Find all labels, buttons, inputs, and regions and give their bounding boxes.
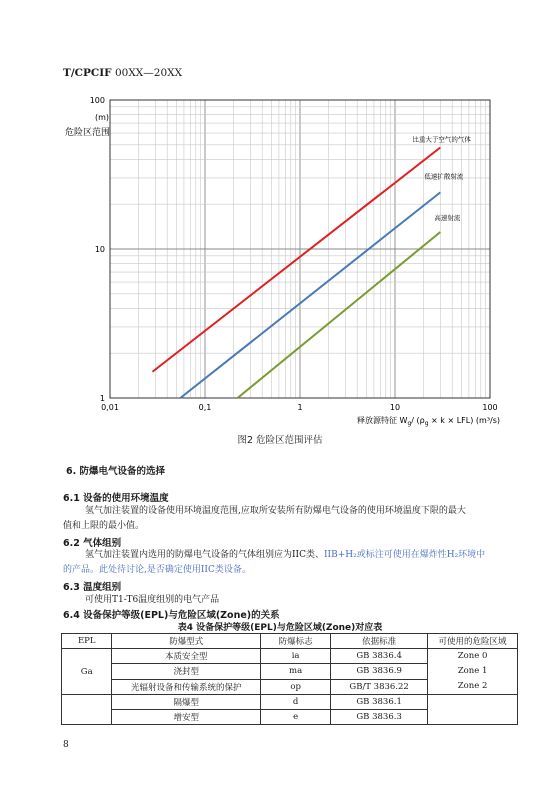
cell-standard: GB/T 3836.22	[331, 679, 428, 694]
cell-marking: ia	[261, 649, 331, 664]
y-tick-label: 100	[89, 96, 105, 105]
header-marking: 防爆标志	[261, 634, 331, 649]
document-code-prefix: T/CPCIF	[63, 67, 112, 79]
cell-standard: GB 3836.4	[331, 649, 428, 664]
section-6-3-title: 6.3 温度组别	[63, 582, 122, 593]
series-label: 低速扩散射流	[424, 172, 464, 181]
cell-type: 光辐射设备和传输系统的保护	[112, 679, 261, 694]
cell-marking: d	[261, 695, 331, 710]
cell-type: 增安型	[112, 710, 261, 725]
series-line	[238, 232, 441, 398]
y-tick-label: 10	[94, 245, 105, 254]
x-tick-label: 0,01	[101, 403, 119, 412]
section-6-2-text-line1: 氢气加注装置内选用的防爆电气设备的气体组别应为IIC类、IIB+H₂或标注可使用在爆炸性H₂环境中	[85, 550, 486, 560]
page-number: 8	[63, 740, 69, 750]
x-axis-label: 释放源特征 $W_g/$ $(\rho_g \times k \times LFL)$ (m³/s)	[357, 416, 501, 427]
cell-marking: e	[261, 710, 331, 725]
zone-2: Zone 2	[457, 681, 488, 691]
zone-cell	[428, 649, 518, 695]
section-6-1-text-line1: 氢气加注装置的设备使用环境温度范围,应取所安装所有防爆电气设备的使用环境温度下限的最大	[85, 506, 466, 516]
section-6-3-text: 可使用T1-T6温度组别的电气产品	[85, 595, 220, 605]
y-axis-label: 危险区范围	[65, 128, 111, 138]
series-line	[180, 192, 440, 398]
series-label: 高速射流	[434, 214, 461, 223]
header-protection-type: 防爆型式	[112, 634, 261, 649]
cell-standard: GB 3836.1	[331, 695, 428, 710]
table-header-row	[62, 634, 518, 649]
cell-marking: ma	[261, 664, 331, 679]
table-caption: 表4 设备保护等级(EPL)与危险区域(Zone)对应表	[177, 623, 383, 633]
zone-empty	[428, 695, 518, 725]
epl-empty	[62, 695, 112, 725]
header-zone: 可使用的危险区域	[428, 634, 518, 649]
section-6-1-text-line2: 值和上限的最小值。	[63, 521, 145, 531]
section-6-4-title: 6.4 设备保护等级(EPL)与危险区域(Zone)的关系	[63, 610, 280, 621]
figure-caption: 图2 危险区范围评估	[237, 435, 323, 446]
epl-value: Ga	[62, 649, 112, 695]
cell-standard: GB 3836.3	[331, 710, 428, 725]
document-code	[63, 67, 182, 79]
table-row	[62, 649, 518, 664]
section-6-2-text-line2: 的产品。此处待讨论,是否确定使用IIC类设备。	[63, 565, 251, 575]
series-label: 比重大于空气的气体	[412, 135, 471, 144]
zone-1: Zone 1	[457, 666, 488, 676]
y-axis-unit: (m)	[95, 113, 110, 122]
x-tick-label: 1	[297, 403, 303, 412]
section-6-2-title: 6.2 气体组别	[63, 538, 122, 549]
cell-type: 隔爆型	[112, 695, 261, 710]
cell-type: 浇封型	[112, 664, 261, 679]
x-tick-label: 10	[389, 403, 401, 412]
chart-grid	[110, 100, 490, 398]
table-row	[62, 695, 518, 710]
y-tick-label: 1	[99, 394, 105, 403]
document-code-number: 00XX—20XX	[111, 67, 183, 79]
x-tick-label: 0,1	[198, 403, 212, 412]
header-standard: 依据标准	[331, 634, 428, 649]
zone-0: Zone 0	[457, 651, 488, 661]
header-epl: EPL	[62, 634, 112, 649]
section-6-1-title: 6.1 设备的使用环境温度	[63, 493, 169, 504]
section-6-title: 6. 防爆电气设备的选择	[66, 466, 166, 477]
hazard-range-chart	[55, 90, 515, 430]
cell-standard: GB 3836.9	[331, 664, 428, 679]
cell-type: 本质安全型	[112, 649, 261, 664]
x-tick-label: 100	[482, 403, 498, 412]
cell-marking: op	[261, 679, 331, 694]
epl-zone-table	[61, 633, 518, 725]
